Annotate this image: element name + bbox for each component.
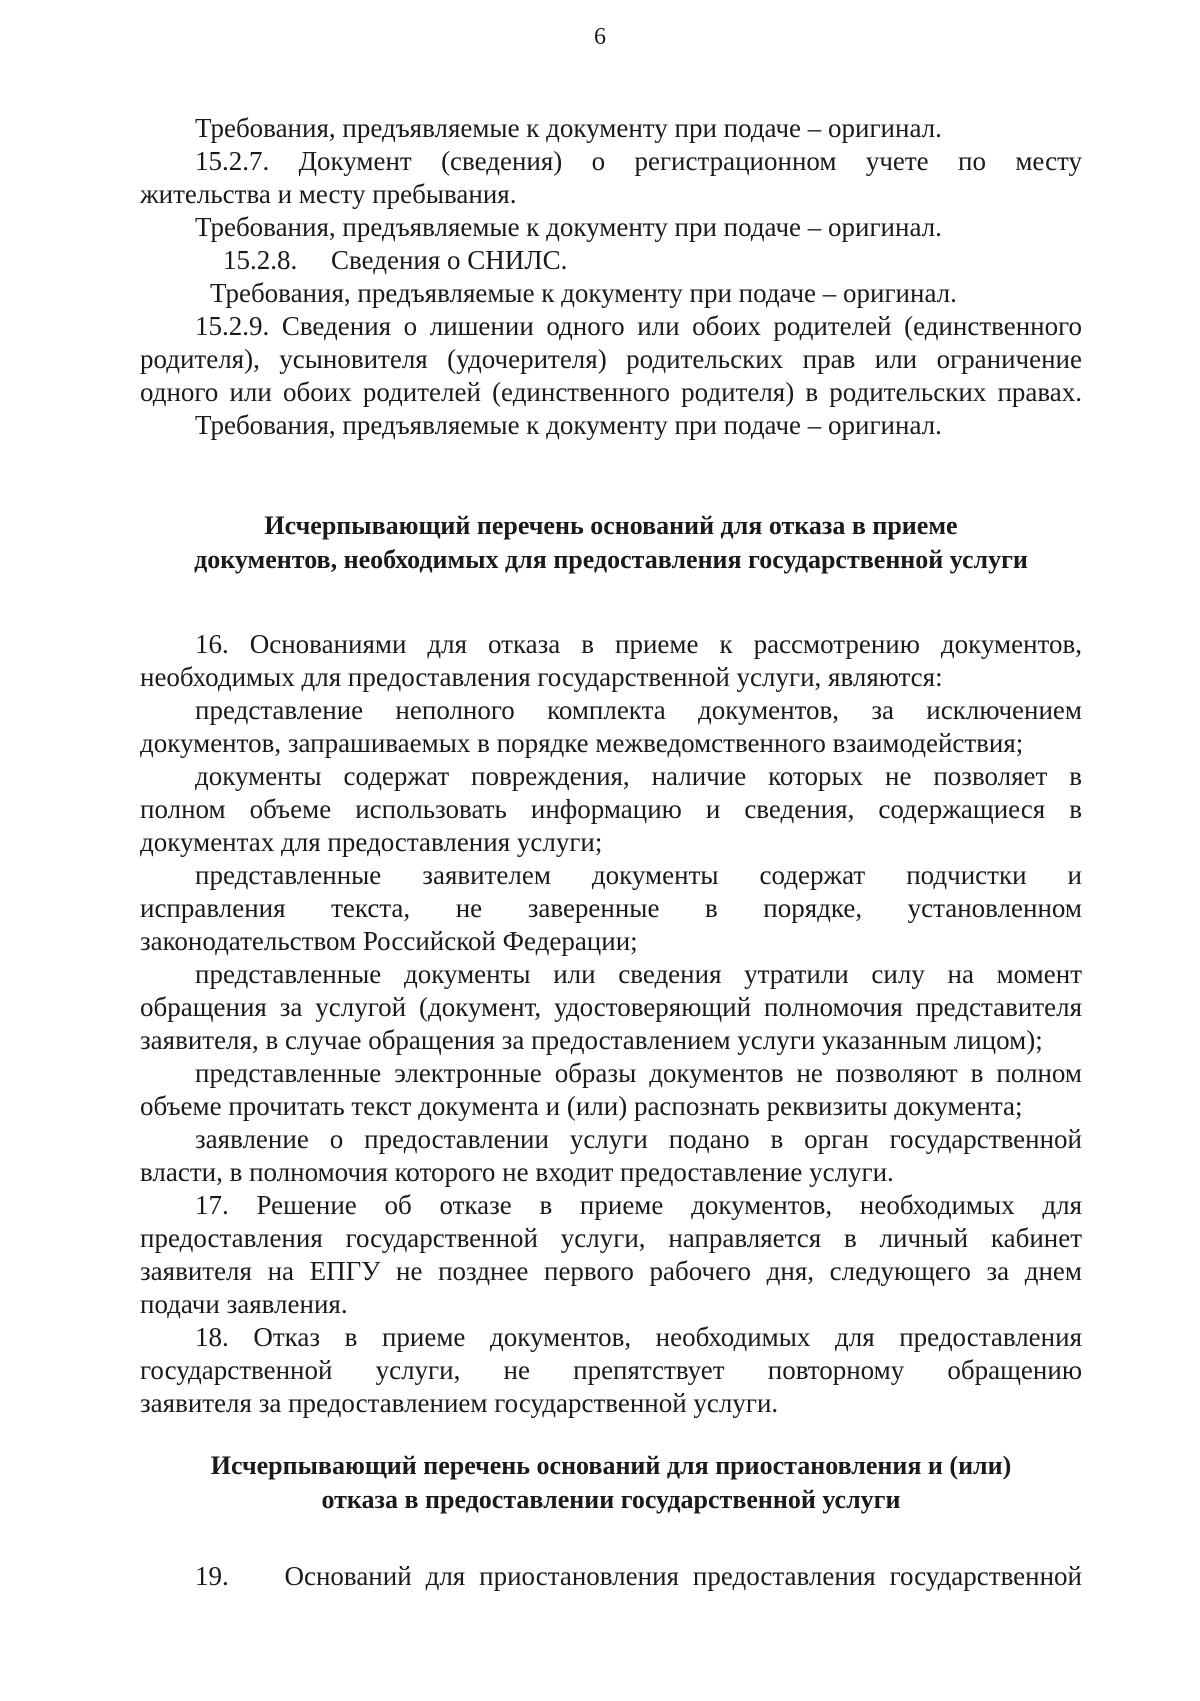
paragraph-line: заявителя за предоставлением государственной услуги. [140, 1388, 779, 1418]
paragraph-line: родителя), усыновителя (удочерителя) родительских прав или ограничение [140, 344, 1082, 374]
section-heading: Исчерпывающий перечень оснований для отказа в приеме [264, 511, 958, 540]
paragraph-line: жительства и месту пребывания. [140, 179, 517, 209]
paragraph-line: представление неполного комплекта документов, за исключением [195, 695, 1082, 725]
paragraph-line: Требования, предъявляемые к документу при подаче – оригинал. [195, 410, 942, 440]
paragraph-line: представленные электронные образы документов не позволяют в полном [195, 1058, 1082, 1088]
paragraph-line: необходимых для предоставления государственной услуги, являются: [140, 662, 943, 692]
section-heading: Исчерпывающий перечень оснований для приостановления и (или) [210, 1451, 1012, 1480]
paragraph-line: 15.2.8. Сведения о СНИЛС. [223, 245, 568, 275]
paragraph-line: заявителя, в случае обращения за предоставлением услуги указанным лицом); [140, 1025, 1043, 1055]
paragraph-line: представленные документы или сведения утратили силу на момент [195, 959, 1082, 989]
paragraph-line: власти, в полномочия которого не входит предоставление услуги. [140, 1157, 894, 1187]
paragraph-line: документов, запрашиваемых в порядке межведомственного взаимодействия; [140, 728, 1024, 758]
paragraph-line: исправления текста, не заверенные в порядке, установленном [140, 893, 1082, 923]
paragraph-line: 19. Оснований для приостановления предоставления государственной [195, 1561, 1082, 1591]
section-heading: отказа в предоставлении государственной услуги [321, 1485, 901, 1514]
paragraph-line: представленные заявителем документы содержат подчистки и [195, 860, 1082, 890]
paragraph-line: одного или обоих родителей (единственного родителя) в родительских правах. [140, 377, 1082, 407]
paragraph-line: полном объеме использовать информацию и сведения, содержащиеся в [140, 794, 1082, 824]
paragraph-line: 16. Основаниями для отказа в приеме к рассмотрению документов, [195, 629, 1082, 659]
section-heading: документов, необходимых для предоставления государственной услуги [194, 545, 1028, 574]
paragraph-line: заявление о предоставлении услуги подано в орган государственной [195, 1124, 1082, 1154]
paragraph-line: Требования, предъявляемые к документу при подаче – оригинал. [195, 212, 942, 242]
paragraph-line: Требования, предъявляемые к документу при подаче – оригинал. [195, 113, 942, 143]
paragraph-line: 15.2.9. Сведения о лишении одного или обоих родителей (единственного [195, 311, 1082, 341]
paragraph-line: законодательством Российской Федерации; [140, 926, 638, 956]
paragraph-line: предоставления государственной услуги, направляется в личный кабинет [140, 1223, 1082, 1253]
paragraph-line: 18. Отказ в приеме документов, необходимых для предоставления [195, 1322, 1082, 1352]
paragraph-line: объеме прочитать текст документа и (или) распознать реквизиты документа; [140, 1091, 1023, 1121]
paragraph-line: 17. Решение об отказе в приеме документов, необходимых для [195, 1190, 1082, 1220]
paragraph-line: государственной услуги, не препятствует повторному обращению [140, 1355, 1082, 1385]
paragraph-line: 15.2.7. Документ (сведения) о регистрационном учете по месту [195, 146, 1082, 176]
paragraph-line: обращения за услугой (документ, удостоверяющий полномочия представителя [140, 992, 1082, 1022]
paragraph-line: документах для предоставления услуги; [140, 827, 603, 857]
paragraph-line: документы содержат повреждения, наличие которых не позволяет в [195, 761, 1082, 791]
paragraph-line: Требования, предъявляемые к документу при подаче – оригинал. [210, 278, 957, 308]
paragraph-line: подачи заявления. [140, 1289, 348, 1319]
paragraph-line: заявителя на ЕПГУ не позднее первого рабочего дня, следующего за днем [140, 1256, 1082, 1286]
page-number: 6 [594, 24, 606, 50]
